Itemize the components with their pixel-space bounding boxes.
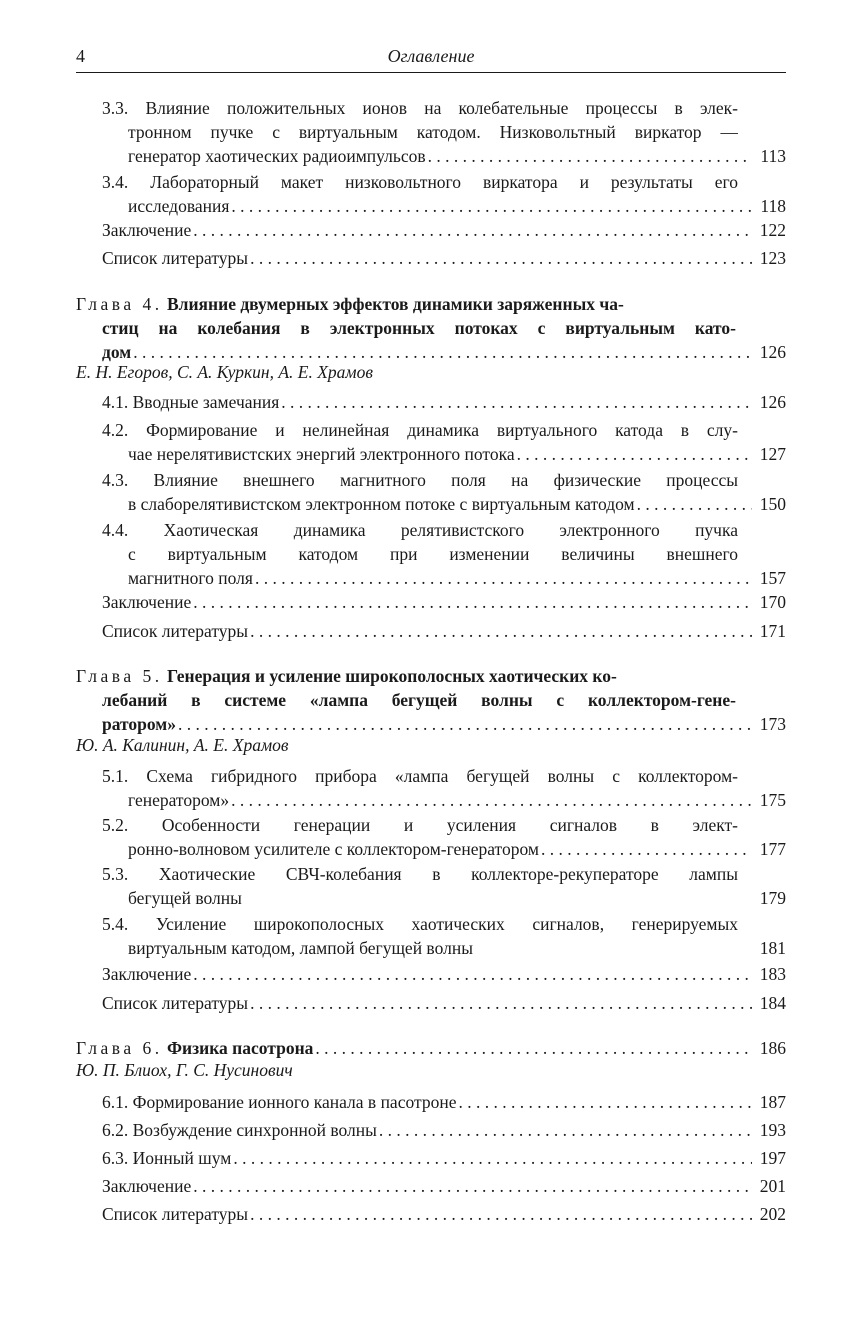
- chapter-title: лебаний в системе «лампа бегущей волны с коллектором-гене-: [102, 690, 736, 710]
- toc-entry-6-3[interactable]: [102, 1146, 786, 1170]
- toc-entry-text: 6.2. Возбуждение синхронной волны: [102, 1120, 377, 1140]
- dot-leader: [250, 991, 752, 1015]
- toc-page-number: 173: [759, 714, 786, 734]
- toc-page-number: 171: [759, 621, 786, 641]
- toc-page-number: 127: [759, 444, 786, 464]
- toc-page-number: 181: [759, 938, 786, 958]
- toc-entry-references[interactable]: [102, 619, 786, 643]
- dot-leader: [231, 788, 752, 812]
- toc-entry-5-2[interactable]: [102, 813, 786, 861]
- toc-entry-text: генератор хаотических радиоимпульсов: [128, 146, 426, 166]
- toc-entry-text: Список литературы: [102, 993, 249, 1013]
- toc-entry-text: 3.3. Влияние положительных ионов на колебательные процессы в элек-: [102, 98, 738, 118]
- toc-entry-text: Список литературы: [102, 1204, 249, 1224]
- chapter-5-authors: Ю. А. Калинин, А. Е. Храмов: [76, 735, 289, 755]
- toc-entry-3-3[interactable]: [102, 96, 786, 168]
- toc-entry-text: 4.1. Вводные замечания: [102, 392, 280, 412]
- toc-page-number: 126: [759, 342, 786, 362]
- dot-leader: [250, 1202, 752, 1226]
- dot-leader: [637, 492, 752, 516]
- toc-entry-text: чае нерелятивистских энергий электронного потока: [128, 444, 515, 464]
- toc-entry-conclusion[interactable]: [102, 962, 786, 986]
- toc-entry-text: в слаборелятивистском электронном потоке с виртуальным катодом: [128, 494, 635, 514]
- dot-leader: [281, 390, 752, 414]
- chapter-title: дом: [102, 342, 132, 362]
- toc-entry-4-3[interactable]: [102, 468, 786, 516]
- toc-entry-text: генератором»: [128, 790, 230, 810]
- toc-page-number: 197: [759, 1148, 786, 1168]
- toc-page-number: 202: [759, 1204, 786, 1224]
- dot-leader: [250, 246, 752, 270]
- toc-page-number: 183: [759, 964, 786, 984]
- toc-page-number: 113: [760, 146, 786, 166]
- dot-leader: [231, 194, 752, 218]
- dot-leader: [250, 619, 752, 643]
- toc-page-number: 150: [759, 494, 786, 514]
- toc-entry-5-1[interactable]: [102, 764, 786, 812]
- chapter-label: Глава 6.: [76, 1038, 163, 1058]
- chapter-6-authors: Ю. П. Блиох, Г. С. Нусинович: [76, 1060, 293, 1080]
- toc-entry-text: 4.4. Хаотическая динамика релятивистского электронного пучка: [102, 520, 738, 540]
- chapter-title: Генерация и усиление широкополосных хаотических ко-: [166, 666, 617, 686]
- toc-entry-text: 6.1. Формирование ионного канала в пасотроне: [102, 1092, 457, 1112]
- running-header: [76, 44, 786, 73]
- chapter-title: стиц на колебания в электронных потоках с виртуальным като-: [102, 318, 736, 338]
- dot-leader: [458, 1090, 752, 1114]
- toc-entry-conclusion[interactable]: [102, 590, 786, 614]
- dot-leader: [193, 218, 752, 242]
- toc-entry-text: Заключение: [102, 1176, 192, 1196]
- toc-page-number: 122: [759, 220, 786, 240]
- chapter-title: Влияние двумерных эффектов динамики заряженных ча-: [166, 294, 624, 314]
- chapter-title: ратором»: [102, 714, 176, 734]
- toc-entry-4-4[interactable]: [102, 518, 786, 590]
- toc-page-number: 184: [759, 993, 786, 1013]
- toc-entry-5-4[interactable]: [102, 912, 786, 960]
- toc-entry-text: бегущей волны: [128, 888, 242, 908]
- dot-leader: [255, 566, 752, 590]
- toc-entry-text: с виртуальным катодом при изменении величины внешнего: [128, 544, 738, 564]
- chapter-6-heading[interactable]: [76, 1036, 786, 1060]
- toc-entry-text: исследования: [128, 196, 230, 216]
- toc-entry-6-1[interactable]: [102, 1090, 786, 1114]
- toc-page-number: 201: [759, 1176, 786, 1196]
- toc-page-number: 170: [759, 592, 786, 612]
- toc-entry-references[interactable]: [102, 991, 786, 1015]
- dot-leader: [233, 1146, 752, 1170]
- toc-entry-6-2[interactable]: [102, 1118, 786, 1142]
- dot-leader: [517, 442, 752, 466]
- toc-page-number: 126: [759, 392, 786, 412]
- toc-page-number: 193: [759, 1120, 786, 1140]
- toc-page-number: 186: [759, 1038, 786, 1058]
- toc-entry-text: Список литературы: [102, 621, 249, 641]
- toc-entry-text: 3.4. Лабораторный макет низковольтного виркатора и результаты его: [102, 172, 738, 192]
- chapter-4-authors: Е. Н. Егоров, С. А. Куркин, А. Е. Храмов: [76, 362, 373, 382]
- dot-leader: [193, 962, 752, 986]
- toc-entry-text: 5.3. Хаотические СВЧ-колебания в коллекторе-рекуператоре лампы: [102, 864, 738, 884]
- toc-entry-text: Список литературы: [102, 248, 249, 268]
- toc-entry-text: 4.2. Формирование и нелинейная динамика виртуального катода в слу-: [102, 420, 738, 440]
- toc-entry-text: виртуальным катодом, лампой бегущей волны: [128, 938, 473, 958]
- toc-entry-text: ронно-волновом усилителе с коллектором-генератором: [128, 839, 539, 859]
- toc-page-number: 175: [759, 790, 786, 810]
- toc-entry-text: тронном пучке с виртуальным катодом. Низковольтный виркатор —: [128, 122, 738, 142]
- dot-leader: [315, 1036, 752, 1060]
- page-number: 4: [76, 46, 85, 66]
- toc-page-number: 118: [760, 196, 786, 216]
- toc-entry-text: 5.1. Схема гибридного прибора «лампа бегущей волны с коллектором-: [102, 766, 738, 786]
- toc-page-number: 177: [759, 839, 786, 859]
- toc-entry-conclusion[interactable]: [102, 1174, 786, 1198]
- dot-leader: [193, 590, 752, 614]
- toc-entry-text: магнитного поля: [128, 568, 253, 588]
- toc-entry-4-1[interactable]: [102, 390, 786, 414]
- dot-leader: [193, 1174, 752, 1198]
- chapter-4-heading[interactable]: [76, 292, 786, 364]
- dot-leader: [541, 837, 752, 861]
- chapter-label: Глава 4.: [76, 294, 163, 314]
- running-title: Оглавление: [387, 46, 475, 66]
- toc-entry-references[interactable]: [102, 246, 786, 270]
- toc-page-number: 123: [759, 248, 786, 268]
- toc-entry-4-2[interactable]: [102, 418, 786, 466]
- toc-entry-text: 4.3. Влияние внешнего магнитного поля на физические процессы: [102, 470, 738, 490]
- chapter-title: Физика пасотрона: [166, 1038, 314, 1058]
- toc-entry-text: 5.4. Усиление широкополосных хаотических сигналов, генерируемых: [102, 914, 738, 934]
- dot-leader: [428, 144, 752, 168]
- toc-entry-text: 6.3. Ионный шум: [102, 1148, 232, 1168]
- toc-entry-text: Заключение: [102, 964, 192, 984]
- toc-entry-text: Заключение: [102, 592, 192, 612]
- toc-entry-references[interactable]: [102, 1202, 786, 1226]
- toc-page-number: 187: [759, 1092, 786, 1112]
- toc-entry-conclusion[interactable]: [102, 218, 786, 242]
- chapter-5-heading[interactable]: [76, 664, 786, 736]
- toc-entry-text: 5.2. Особенности генерации и усиления сигналов в элект-: [102, 815, 738, 835]
- toc-page-number: 179: [759, 888, 786, 908]
- toc-entry-3-4[interactable]: [102, 170, 786, 218]
- toc-entry-text: Заключение: [102, 220, 192, 240]
- dot-leader: [379, 1118, 752, 1142]
- toc-entry-5-3[interactable]: [102, 862, 786, 910]
- chapter-label: Глава 5.: [76, 666, 163, 686]
- toc-page-number: 157: [759, 568, 786, 588]
